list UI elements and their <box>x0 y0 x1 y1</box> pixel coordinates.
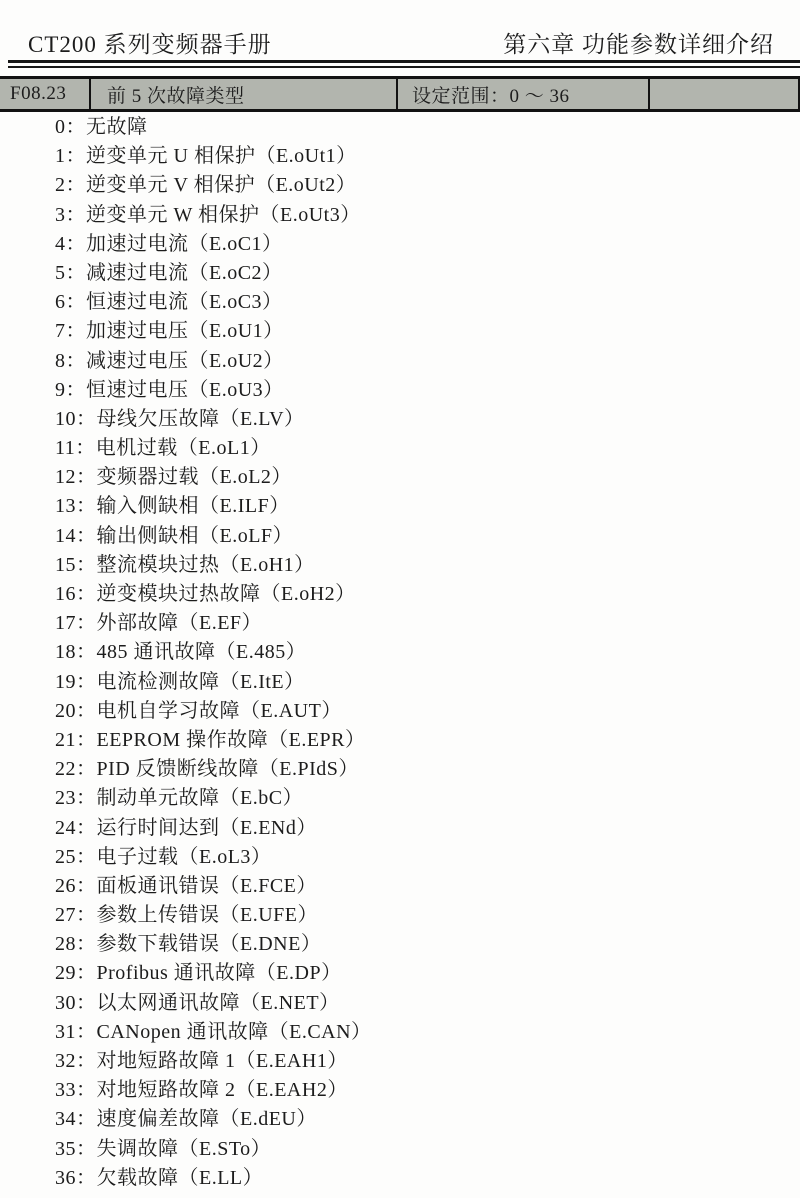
fault-item: 24：运行时间达到（E.ENd） <box>55 816 317 839</box>
fault-item: 7：加速过电压（E.oU1） <box>55 320 284 343</box>
fault-item: 9：恒速过电压（E.oU3） <box>55 378 284 401</box>
header-divider-rule <box>8 60 800 68</box>
fault-item: 26：面板通讯错误（E.FCE） <box>55 874 317 897</box>
fault-item: 1：逆变单元 U 相保护（E.oUt1） <box>55 145 357 168</box>
fault-item: 5：减速过电流（E.oC2） <box>55 261 283 284</box>
fault-item: 2：逆变单元 V 相保护（E.oUt2） <box>55 174 357 197</box>
fault-item: 29：Profibus 通讯故障（E.DP） <box>55 962 342 985</box>
fault-item: 23：制动单元故障（E.bC） <box>55 787 304 810</box>
fault-item: 3：逆变单元 W 相保护（E.oUt3） <box>55 203 361 226</box>
fault-item: 15：整流模块过热（E.oH1） <box>55 553 315 576</box>
fault-item: 22：PID 反馈断线故障（E.PIdS） <box>55 758 359 781</box>
fault-item: 21：EEPROM 操作故障（E.EPR） <box>55 728 366 751</box>
parameter-range-cell: 设定范围：0 ～ 36 <box>398 79 650 109</box>
fault-item: 18：485 通讯故障（E.485） <box>55 641 307 664</box>
fault-item: 8：减速过电压（E.oU2） <box>55 349 284 372</box>
fault-item: 28：参数下载错误（E.DNE） <box>55 933 322 956</box>
parameter-name-cell: 前 5 次故障类型 <box>91 79 398 109</box>
parameter-empty-cell <box>650 79 800 109</box>
parameter-code-cell: F08.23 <box>0 79 91 109</box>
fault-item: 31：CANopen 通讯故障（E.CAN） <box>55 1020 372 1043</box>
fault-item: 6：恒速过电流（E.oC3） <box>55 291 283 314</box>
fault-item: 36：欠载故障（E.LL） <box>55 1166 264 1189</box>
fault-list <box>55 113 796 1193</box>
fault-item: 10：母线欠压故障（E.LV） <box>55 407 305 430</box>
fault-item: 20：电机自学习故障（E.AUT） <box>55 699 342 722</box>
page-header <box>28 26 774 59</box>
manual-title: CT200 系列变频器手册 <box>28 32 272 57</box>
fault-item: 17：外部故障（E.EF） <box>55 612 263 635</box>
fault-item: 27：参数上传错误（E.UFE） <box>55 904 318 927</box>
chapter-title: 第六章 功能参数详细介绍 <box>503 32 774 57</box>
fault-item: 32：对地短路故障 1（E.EAH1） <box>55 1050 348 1072</box>
fault-item: 14：输出侧缺相（E.oLF） <box>55 524 294 547</box>
fault-item: 19：电流检测故障（E.ItE） <box>55 670 305 693</box>
fault-item: 33：对地短路故障 2（E.EAH2） <box>55 1079 348 1102</box>
fault-item: 34：速度偏差故障（E.dEU） <box>55 1108 317 1131</box>
fault-item: 25：电子过载（E.oL3） <box>55 845 272 868</box>
fault-item: 4：加速过电流（E.oC1） <box>55 232 283 255</box>
fault-item: 35：失调故障（E.STo） <box>55 1137 272 1160</box>
fault-item: 13：输入侧缺相（E.ILF） <box>55 495 290 518</box>
fault-item: 16：逆变模块过热故障（E.oH2） <box>55 583 356 605</box>
fault-item: 30：以太网通讯故障（E.NET） <box>55 991 340 1014</box>
fault-item: 12：变频器过载（E.oL2） <box>55 466 292 489</box>
fault-item: 11：电机过载（E.oL1） <box>55 437 271 460</box>
fault-item: 0：无故障 <box>55 116 148 138</box>
parameter-table-row <box>0 76 800 112</box>
